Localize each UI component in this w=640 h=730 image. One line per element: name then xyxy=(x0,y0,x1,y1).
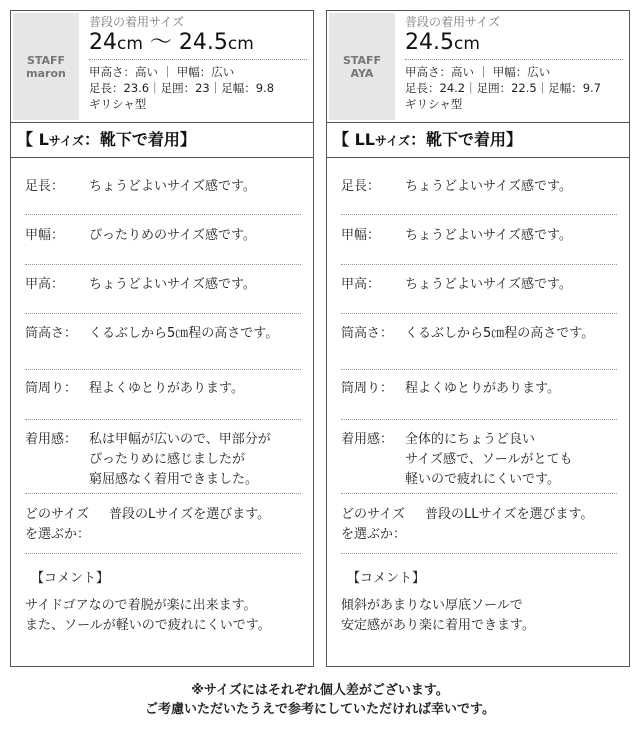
foot-measurements: 足長：24.2｜足囲：22.5｜足幅：9.7 xyxy=(405,81,601,95)
foot-shape: ギリシャ型 xyxy=(89,97,147,111)
staff-name: AYA xyxy=(350,66,374,80)
divider xyxy=(25,493,301,494)
row-value: 程よくゆとりがあります。 xyxy=(405,381,560,396)
row-value: ぴったりめのサイズ感です。 xyxy=(89,228,256,243)
row-label: 筒周り： xyxy=(341,381,394,396)
foot-type: 甲高さ：高い ｜ 甲幅：広い xyxy=(405,65,551,79)
row-label: どのサイズ を選ぶか： xyxy=(25,507,91,542)
row-value: 私は甲幅が広いので、甲部分が ぴったりめに感じましたが 窮屈感なく着用できました。 xyxy=(89,432,271,487)
divider xyxy=(341,493,617,494)
usual-size-value: 24.5cm xyxy=(405,30,623,60)
staff-header xyxy=(327,11,629,122)
usual-size-info xyxy=(405,14,623,112)
divider xyxy=(341,553,617,554)
row-label: 足長： xyxy=(25,179,65,194)
row-value: 程よくゆとりがあります。 xyxy=(89,381,244,396)
row-value: くるぶしから5㎝程の高さです。 xyxy=(89,326,279,341)
row-label: 筒高さ： xyxy=(25,326,78,341)
row-label: 甲高： xyxy=(25,277,65,292)
usual-size-caption: 普段の着用サイズ xyxy=(89,15,185,29)
row-label: どのサイズ を選ぶか： xyxy=(341,507,407,542)
staff-badge xyxy=(329,13,395,120)
divider xyxy=(25,313,301,314)
divider xyxy=(25,419,301,420)
usual-size-value: 24cm ～ 24.5cm xyxy=(89,30,307,60)
row-label: 甲高： xyxy=(341,277,381,292)
fitting-title: 【 Lサイズ：靴下で着用】 xyxy=(11,122,313,158)
divider xyxy=(341,214,617,215)
staff-card-maron xyxy=(10,10,314,667)
row-value: 全体的にちょうど良い サイズ感で、ソールがとても 軽いので疲れにくいです。 xyxy=(405,432,573,487)
divider xyxy=(341,419,617,420)
staff-label: STAFF xyxy=(342,53,382,67)
staff-header xyxy=(11,11,313,122)
divider xyxy=(341,264,617,265)
divider xyxy=(25,369,301,370)
row-value: ちょうどよいサイズ感です。 xyxy=(405,228,572,243)
usual-size-caption: 普段の着用サイズ xyxy=(405,15,501,29)
divider xyxy=(25,214,301,215)
row-label: 着用感： xyxy=(25,432,78,447)
row-value: 普段のLLサイズを選びます。 xyxy=(425,507,594,522)
row-label: 筒周り： xyxy=(25,381,78,396)
staff-name: maron xyxy=(26,66,66,80)
staff-card-aya xyxy=(326,10,630,667)
staff-label: STAFF xyxy=(26,53,66,67)
row-value: ちょうどよいサイズ感です。 xyxy=(405,179,572,194)
comment-label: 【コメント】 xyxy=(31,571,110,586)
comment-label: 【コメント】 xyxy=(347,571,426,586)
row-label: 甲幅： xyxy=(341,228,381,243)
staff-badge xyxy=(13,13,79,120)
fitting-title: 【 LLサイズ：靴下で着用】 xyxy=(327,122,629,158)
row-value: ちょうどよいサイズ感です。 xyxy=(89,179,256,194)
foot-shape: ギリシャ型 xyxy=(405,97,463,111)
row-value: ちょうどよいサイズ感です。 xyxy=(89,277,256,292)
usual-size-info xyxy=(89,14,307,112)
disclaimer-line: ※サイズにはそれぞれ個人差がございます。 xyxy=(191,683,449,698)
comment-text: 傾斜があまりない厚底ソールで 安定感があり楽に着用できます。 xyxy=(341,598,535,633)
row-value: くるぶしから5㎝程の高さです。 xyxy=(405,326,595,341)
row-label: 筒高さ： xyxy=(341,326,394,341)
disclaimer-note xyxy=(0,681,640,719)
row-value: ちょうどよいサイズ感です。 xyxy=(405,277,572,292)
divider xyxy=(341,369,617,370)
disclaimer-line: ご考慮いただいたうえで参考にしていただければ幸いです。 xyxy=(145,702,495,717)
row-label: 足長： xyxy=(341,179,381,194)
foot-type: 甲高さ：高い ｜ 甲幅：広い xyxy=(89,65,235,79)
divider xyxy=(25,553,301,554)
row-label: 甲幅： xyxy=(25,228,65,243)
divider xyxy=(341,313,617,314)
divider xyxy=(25,264,301,265)
row-value: 普段のLサイズを選びます。 xyxy=(109,507,271,522)
comment-text: サイドゴアなので着脱が楽に出来ます。 また、ソールが軽いので疲れにくいです。 xyxy=(25,598,271,633)
foot-measurements: 足長：23.6｜足囲：23｜足幅：9.8 xyxy=(89,81,275,95)
row-label: 着用感： xyxy=(341,432,394,447)
